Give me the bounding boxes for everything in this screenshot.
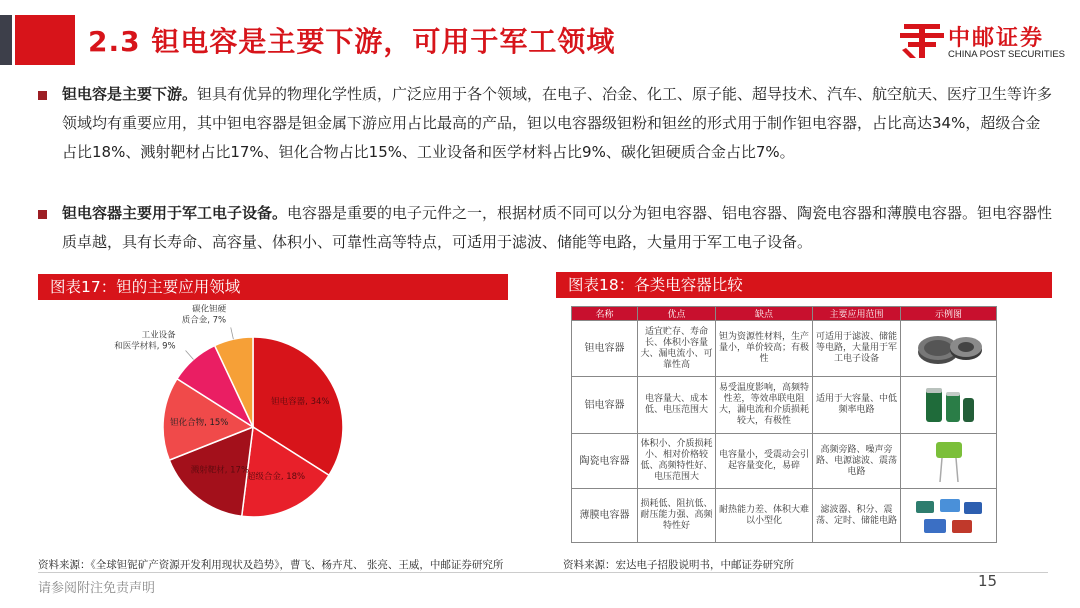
aluminum-capacitor-photo [910, 382, 988, 428]
paragraph-1 [38, 80, 1053, 167]
capacitor-cons: 易受温度影响，高频特性差，等效串联电阻大，漏电流和介质损耗较大，有极性 [716, 377, 813, 434]
capacitor-pros: 损耗低、阻抗低、耐压能力强、高频特性好 [638, 489, 716, 543]
capacitor-uses: 高频旁路、噪声旁路、电源滤波、震荡电路 [813, 434, 901, 489]
logo-chinese-name: 中邮证券 [948, 26, 1045, 51]
pie-leader-line [186, 350, 194, 359]
capacitor-uses: 滤波器、积分、震荡、定时、储能电路 [813, 489, 901, 543]
capacitor-comparison-table [571, 306, 997, 543]
pie-slice-label: 钽电容器, 34% [271, 396, 330, 407]
pie-chart [38, 302, 508, 552]
column-header: 示例图 [901, 307, 997, 321]
pie-slice-label: 碳化钽硬质合金, 7% [181, 304, 227, 326]
table-row [572, 434, 997, 489]
capacitor-pros: 电容量大、成本低、电压范围大 [638, 377, 716, 434]
tantalum-capacitor-photo [910, 326, 988, 372]
paragraph-2-body: 电容器是重要的电子元件之一，根据材质不同可以分为钽电容器、铝电容器、陶瓷电容器和薄膜电容器。钽电容器性质卓越，具有长寿命、高容量、体积小、可靠性高等特点，可适用于滤波、储能等电路，大量用于军工电子设备。 [62, 204, 1053, 251]
capacitor-pros: 体积小、介质损耗小、相对价格较低、高频特性好、电压范围大 [638, 434, 716, 489]
capacitor-uses: 适用于大容量、中低频率电路 [813, 377, 901, 434]
column-header: 名称 [572, 307, 638, 321]
paragraph-2-lead: 钽电容器主要用于军工电子设备。 [62, 204, 288, 222]
figure-18-source: 资料来源：宏达电子招股说明书，中邮证券研究所 [563, 559, 794, 571]
paragraph-1-lead: 钽电容是主要下游。 [62, 85, 198, 103]
pie-slice-label: 钽化合物, 15% [170, 417, 229, 428]
capacitor-cons: 钽为资源性材料，生产量小，单价较高；有极性 [716, 321, 813, 377]
paragraph-1-body: 钽具有优异的物理化学性质，广泛应用于各个领域，在电子、冶金、化工、原子能、超导技术、汽车、航空航天、医疗卫生等许多领域均有重要应用，其中钽电容器是钽金属下游应用占比最高的产品，钽以电容器级钽粉和钽丝的形式用于制作钽电容器，占比高达34%，超级合金占比18%、溅射靶材占比17%、钽化合物占比15%、工业设备和医学材料占比9%、碳化钽硬质合金占比7%。 [62, 85, 1053, 161]
footer-divider [38, 572, 1048, 573]
figure-18-header: 图表18：各类电容器比较 [556, 272, 1052, 298]
china-post-emblem-icon [900, 20, 944, 60]
footer-disclaimer: 请参阅附注免责声明 [38, 581, 156, 596]
capacitor-name: 薄膜电容器 [572, 489, 638, 543]
page-number: 15 [978, 572, 998, 590]
capacitor-cons: 电容量小，受震动会引起容量变化，易碎 [716, 434, 813, 489]
column-header: 优点 [638, 307, 716, 321]
table-row [572, 489, 997, 543]
table-row [572, 377, 997, 434]
title-accent-bar [0, 15, 75, 65]
paragraph-2 [38, 199, 1053, 257]
capacitor-name: 铝电容器 [572, 377, 638, 434]
capacitor-pros: 适宜贮存、寿命长、体积小容量大、漏电流小、可靠性高 [638, 321, 716, 377]
capacitor-name: 陶瓷电容器 [572, 434, 638, 489]
capacitor-uses: 可适用于滤波、储能等电路，大量用于军工电子设备 [813, 321, 901, 377]
pie-slice-label: 超级合金, 18% [246, 471, 306, 482]
pie-slice-label: 工业设备和医学材料, 9% [114, 330, 176, 352]
capacitor-cons: 耐热能力差、体积大难以小型化 [716, 489, 813, 543]
page-title: 2.3 钽电容是主要下游，可用于军工领域 [88, 25, 616, 58]
company-logo [900, 20, 1070, 65]
table-header-row [572, 307, 997, 321]
column-header: 主要应用范围 [813, 307, 901, 321]
figure-17-header: 图表17：钽的主要应用领域 [38, 274, 508, 300]
table-row [572, 321, 997, 377]
pie-leader-line [231, 327, 234, 339]
capacitor-name: 钽电容器 [572, 321, 638, 377]
figure-17-source: 资料来源：《全球钽铌矿产资源开发利用现状及趋势》，曹飞、杨卉芃、 张亮、王威，中邮证券研究所 [38, 559, 504, 571]
film-capacitor-photo [910, 493, 988, 539]
pie-slice-label: 溅射靶材, 17% [190, 465, 250, 476]
ceramic-capacitor-photo [910, 438, 988, 484]
logo-english-name: CHINA POST SECURITIES [948, 49, 1066, 60]
column-header: 缺点 [716, 307, 813, 321]
